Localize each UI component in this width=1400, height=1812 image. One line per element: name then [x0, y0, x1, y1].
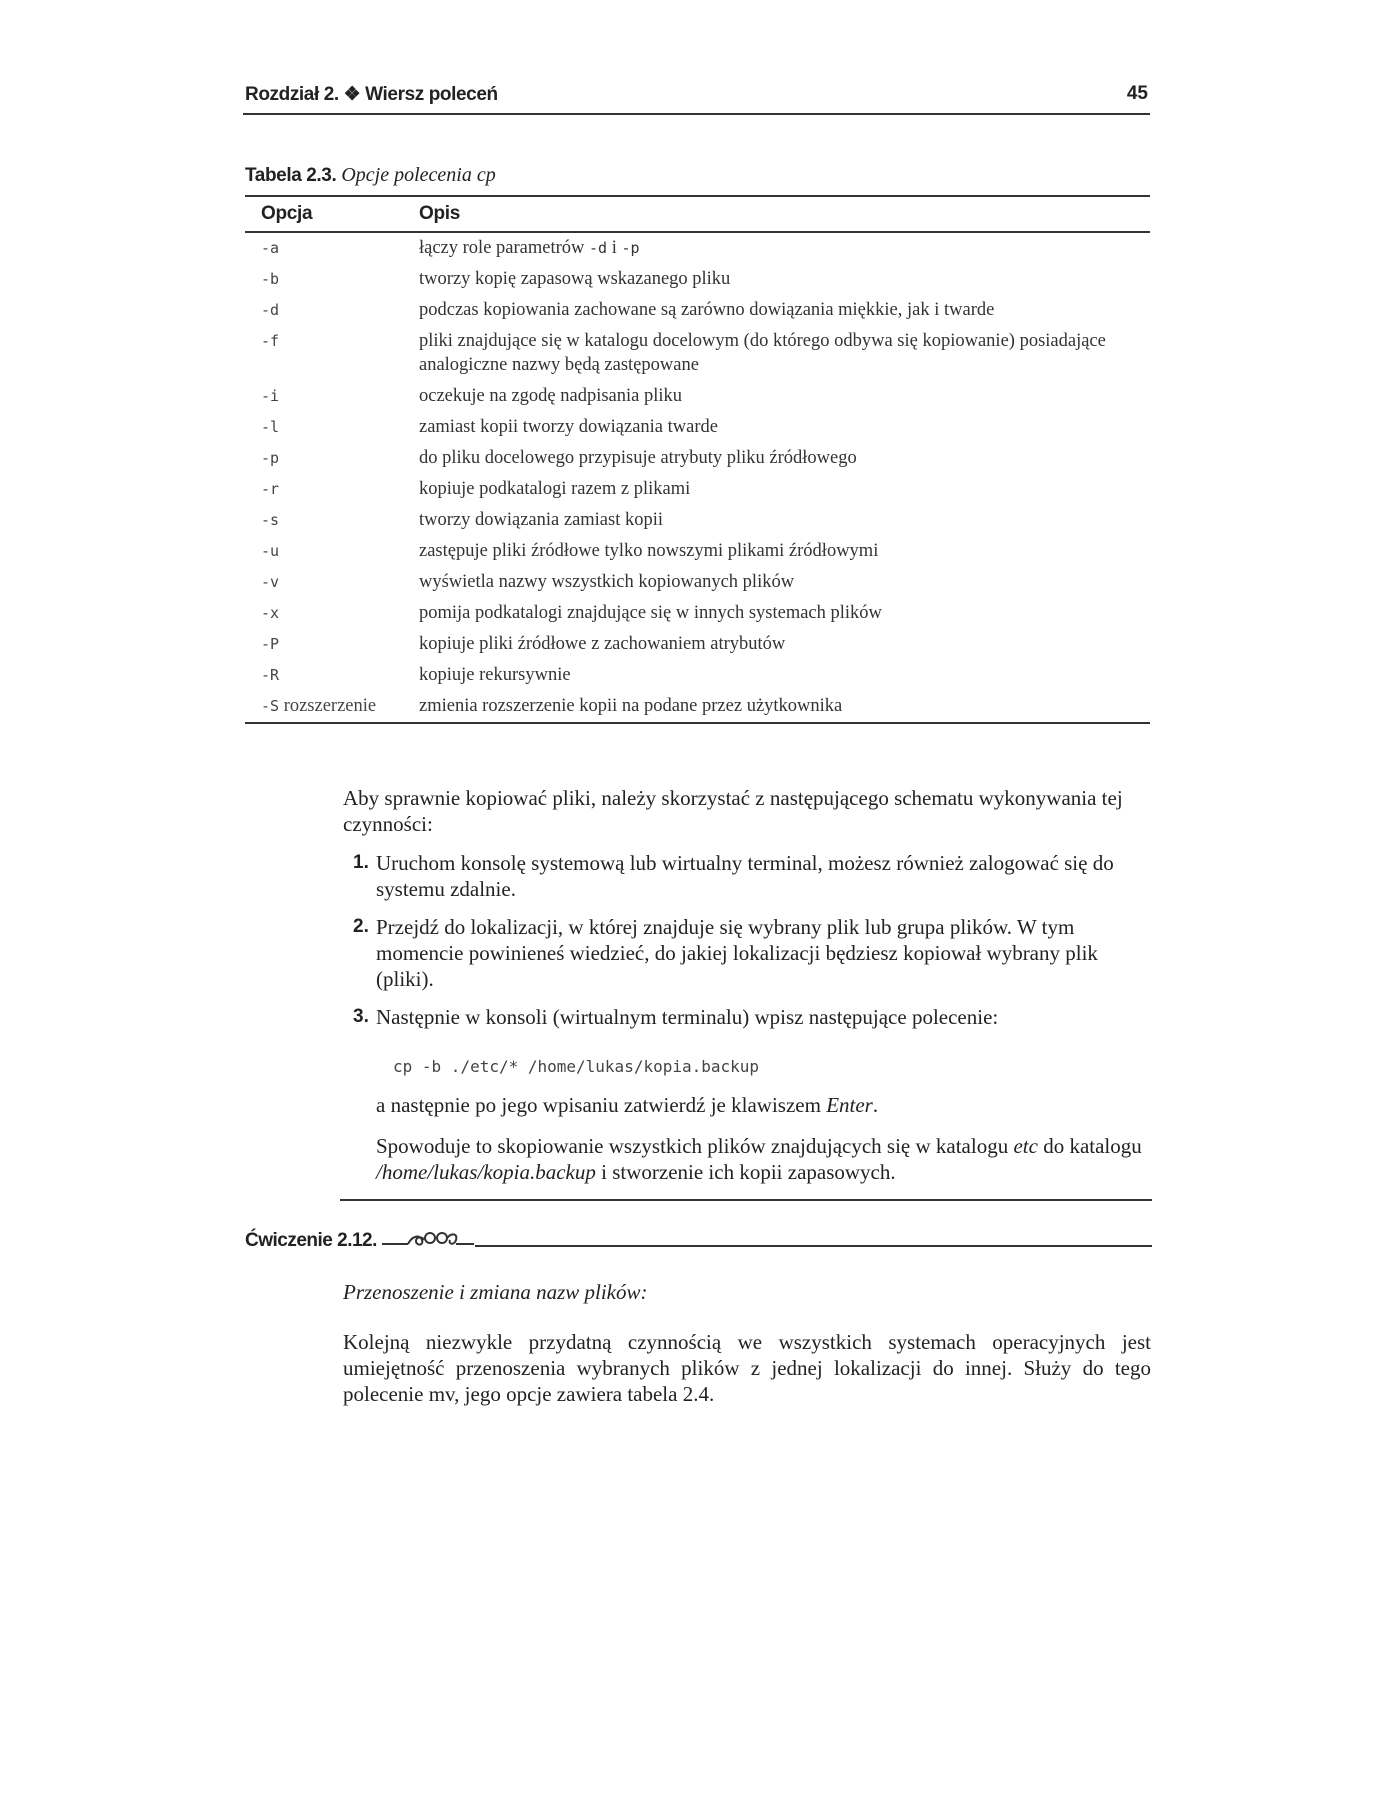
- table-row: [245, 412, 1150, 443]
- intro-paragraph: Aby sprawnie kopiować pliki, należy skorzystać z następującego schematu wykonywania tej czynności:: [343, 786, 1123, 836]
- description-cell: zmienia rozszerzenie kopii na podane przez użytkownika: [419, 696, 843, 716]
- option-cell: [245, 326, 419, 381]
- description-cell: pomija podkatalogi znajdujące się w innych systemach plików: [419, 603, 882, 623]
- option-code: -P: [261, 635, 280, 653]
- table-row: [245, 443, 1150, 474]
- after-command-text: [376, 1092, 1156, 1118]
- table-row: [245, 567, 1150, 598]
- exercise-rule: [475, 1245, 1152, 1247]
- chapter-title: Rozdział 2. ❖ Wiersz poleceń: [245, 84, 498, 105]
- option-code: -a: [261, 239, 280, 257]
- description-cell: zamiast kopii tworzy dowiązania twarde: [419, 417, 718, 437]
- description-cell: zastępuje pliki źródłowe tylko nowszymi plikami źródłowymi: [419, 541, 879, 561]
- after-command-post: .: [872, 1093, 879, 1117]
- option-code: -R: [261, 666, 280, 684]
- option-argument: rozszerzenie: [279, 696, 377, 716]
- description-cell: pliki znajdujące się w katalogu docelowym (do którego odbywa się kopiowanie) posiadające analogiczne nazwy będą zastępowane: [419, 331, 1106, 375]
- table-row: [245, 660, 1150, 691]
- option-code: -i: [261, 387, 280, 405]
- column-header-option: Opcja: [245, 196, 419, 232]
- step-number: 3.: [353, 1006, 369, 1027]
- description-cell: tworzy dowiązania zamiast kopii: [419, 510, 664, 530]
- list-item: [353, 914, 1153, 992]
- table-row: [245, 264, 1150, 295]
- exercise-label: Ćwiczenie 2.12.: [245, 1230, 377, 1251]
- section-divider: [340, 1199, 1152, 1201]
- steps-list: [353, 850, 1153, 1042]
- table-row: [245, 691, 1150, 723]
- option-code: -S: [261, 697, 280, 715]
- table-row: [245, 326, 1150, 381]
- table-title: Opcje polecenia cp: [341, 164, 496, 186]
- exercise-heading: [245, 1230, 1152, 1254]
- exercise-body: Kolejną niezwykle przydatną czynnością we wszystkich systemach operacyjnych jest umiejętność przenoszenia wybranych plików z jednej lokalizacji do innej. Służy do tego polecenie mv, jego opcje zawiera tabela 2.4.: [343, 1330, 1151, 1406]
- table-row: [245, 505, 1150, 536]
- description-cell: oczekuje na zgodę nadpisania pliku: [419, 386, 683, 406]
- table-row: [245, 536, 1150, 567]
- option-code: -r: [261, 480, 280, 498]
- description-cell: podczas kopiowania zachowane są zarówno dowiązania miękkie, jak i twarde: [419, 300, 995, 320]
- table-row: [245, 474, 1150, 505]
- result-part1: Spowoduje to skopiowanie wszystkich plików znajdujących się w katalogu: [376, 1134, 1014, 1158]
- table-caption: [245, 164, 496, 187]
- exercise-title: Przenoszenie i zmiana nazw plików:: [343, 1280, 648, 1304]
- option-cell: [245, 474, 419, 505]
- option-cell: [245, 505, 419, 536]
- table-row: [245, 295, 1150, 326]
- option-cell: [245, 412, 419, 443]
- result-part2: do katalogu: [1037, 1134, 1142, 1158]
- description-cell: kopiuje rekursywnie: [419, 665, 571, 685]
- option-cell: [245, 660, 419, 691]
- running-header: [243, 83, 1150, 115]
- table-row: [245, 381, 1150, 412]
- option-cell: [245, 264, 419, 295]
- description-cell: do pliku docelowego przypisuje atrybuty pliku źródłowego: [419, 448, 857, 468]
- table-row: [245, 598, 1150, 629]
- description-cell: wyświetla nazwy wszystkich kopiowanych plików: [419, 572, 795, 592]
- option-cell: [245, 295, 419, 326]
- table-body: [245, 232, 1150, 723]
- option-code: -s: [261, 511, 280, 529]
- after-command-pre: a następnie po jego wpisaniu zatwierdź je klawiszem: [376, 1093, 827, 1117]
- option-code: -l: [261, 418, 280, 436]
- step-text: Następnie w konsoli (wirtualnym terminalu) wpisz następujące polecenie:: [376, 1005, 999, 1029]
- step-text: Uruchom konsolę systemową lub wirtualny terminal, możesz również zalogować się do systemu zdalnie.: [376, 851, 1114, 901]
- column-header-description: Opis: [419, 196, 1150, 232]
- option-code: -b: [261, 270, 280, 288]
- table-header-row: [245, 196, 1150, 232]
- key-name: Enter: [826, 1093, 873, 1117]
- step-number: 1.: [353, 852, 369, 873]
- option-code: -d: [261, 301, 280, 319]
- table-label: Tabela 2.3.: [245, 165, 337, 186]
- list-item: [353, 850, 1153, 902]
- option-cell: [245, 598, 419, 629]
- option-code: -x: [261, 604, 280, 622]
- step-text: Przejdź do lokalizacji, w której znajduje się wybrany plik lub grupa plików. W tym momencie powinieneś wiedzieć, do jakiej lokalizacji będziesz kopiował wybrany plik (pliki).: [376, 915, 1098, 991]
- result-text: [376, 1133, 1156, 1185]
- table-row: [245, 629, 1150, 660]
- page-number: 45: [1126, 83, 1148, 104]
- option-cell: [245, 381, 419, 412]
- swirl-ornament-icon: [378, 1226, 478, 1255]
- option-code: -f: [261, 332, 280, 350]
- description-cell: łączy role parametrów -d i -p: [419, 238, 640, 258]
- options-table: [245, 195, 1150, 724]
- list-item: [353, 1004, 1153, 1030]
- step-number: 2.: [353, 916, 369, 937]
- option-code: -v: [261, 573, 280, 591]
- description-cell: tworzy kopię zapasową wskazanego pliku: [419, 269, 731, 289]
- option-code: -p: [261, 449, 280, 467]
- option-code: -u: [261, 542, 280, 560]
- option-cell: [245, 567, 419, 598]
- option-cell: [245, 629, 419, 660]
- command-example: cp -b ./etc/* /home/lukas/kopia.backup: [393, 1057, 760, 1076]
- option-cell: [245, 443, 419, 474]
- option-cell: [245, 536, 419, 567]
- description-cell: kopiuje podkatalogi razem z plikami: [419, 479, 691, 499]
- option-cell: [245, 232, 419, 264]
- result-part3: i stworzenie ich kopii zapasowych.: [595, 1160, 896, 1184]
- table-row: [245, 232, 1150, 264]
- result-dir2: /home/lukas/kopia.backup: [376, 1160, 596, 1184]
- description-cell: kopiuje pliki źródłowe z zachowaniem atrybutów: [419, 634, 786, 654]
- option-cell: [245, 691, 419, 723]
- result-dir1: etc: [1013, 1134, 1038, 1158]
